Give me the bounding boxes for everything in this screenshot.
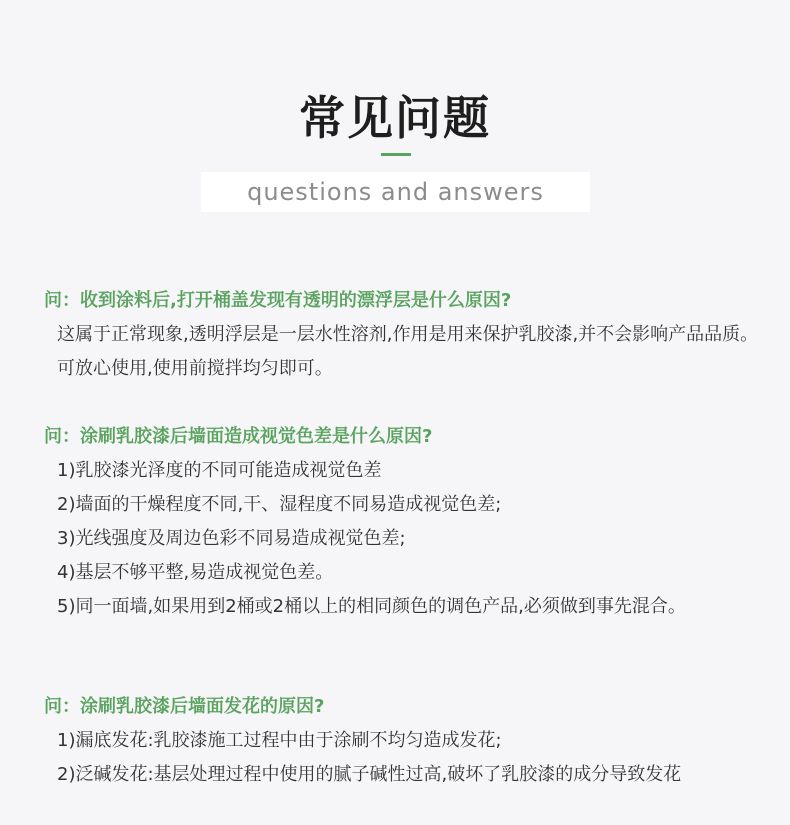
faq-question: 问：收到涂料后,打开桶盖发现有透明的漂浮层是什么原因? (44, 290, 512, 311)
faq-answer-line: 3)光线强度及周边色彩不同易造成视觉色差; (57, 528, 406, 549)
faq-answer (44, 318, 769, 386)
faq-item-1 (44, 288, 764, 386)
title-accent-line (381, 153, 411, 156)
page-title: 常见问题 (299, 91, 491, 145)
faq-answer-line: 1)漏底发花:乳胶漆施工过程中由于涂刷不均匀造成发花; (57, 730, 502, 751)
page-subtitle: questions and answers (201, 172, 590, 212)
faq-answer (44, 724, 769, 792)
faq-answer-line: 4)基层不够平整,易造成视觉色差。 (57, 562, 334, 583)
faq-answer-line: 5)同一面墙,如果用到2桶或2桶以上的相同颜色的调色产品,必须做到事先混合。 (57, 596, 686, 617)
faq-question: 问：涂刷乳胶漆后墙面造成视觉色差是什么原因? (44, 426, 433, 447)
faq-answer-line: 1)乳胶漆光泽度的不同可能造成视觉色差 (57, 460, 382, 481)
faq-question: 问：涂刷乳胶漆后墙面发花的原因? (44, 696, 325, 717)
faq-answer-line: 这属于正常现象,透明浮层是一层水性溶剂,作用是用来保护乳胶漆,并不会影响产品品质。可放心使用,使用前搅拌均匀即可。 (57, 324, 759, 379)
faq-item-3 (44, 694, 764, 792)
faq-answer-line: 2)泛碱发花:基层处理过程中使用的腻子碱性过高,破坏了乳胶漆的成分导致发花 (57, 764, 682, 785)
faq-answer (44, 454, 769, 624)
faq-answer-line: 2)墙面的干燥程度不同,干、湿程度不同易造成视觉色差; (57, 494, 502, 515)
faq-item-2 (44, 424, 764, 624)
